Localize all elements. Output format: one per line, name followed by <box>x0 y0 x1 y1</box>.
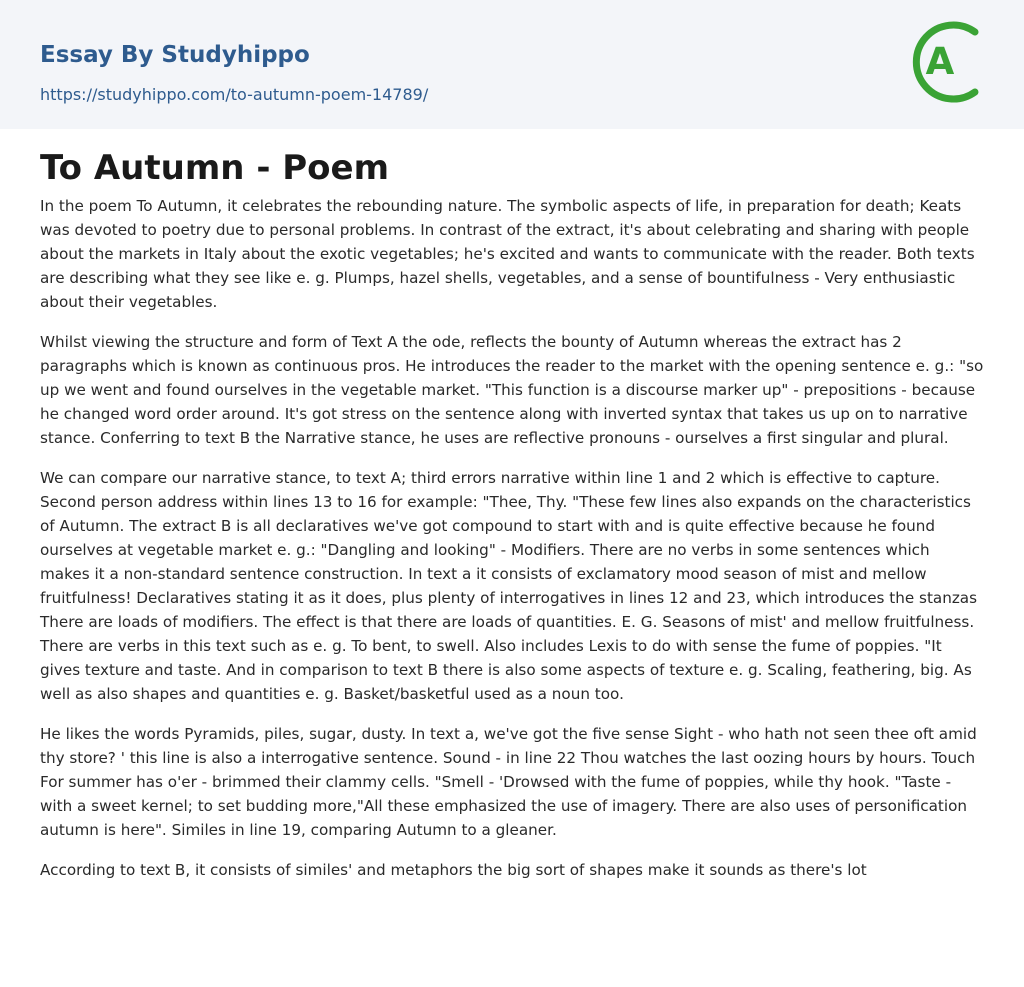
logo-letter: A <box>925 40 955 83</box>
source-url-link[interactable]: https://studyhippo.com/to-autumn-poem-14789/ <box>40 85 429 104</box>
page-title: To Autumn - Poem <box>40 148 390 188</box>
paragraph: Whilst viewing the structure and form of Text A the ode, reflects the bounty of Autumn whereas the extract has 2 paragraphs which is known as continuous pros. He introduces the reader to the market with the opening sentence e. g.: "so up we went and found ourselves in the vegetable market. "This function is a discourse marker up" - prepositions - because he changed word order around. It's got stress on the sentence along with inverted syntax that takes us up on to narrative stance. Conferring to text B the Narrative stance, he uses are reflective pronouns - ourselves a first singular and plural. <box>40 333 984 447</box>
paragraph: He likes the words Pyramids, piles, sugar, dusty. In text a, we've got the five sense Sight - who hath not seen thee oft amid thy store? ' this line is also a interrogative sentence. Sound - in line 22 Thou watches the last oozing hours by hours. Touch For summer has o'er - brimmed their clammy cells. "Smell - 'Drowsed with the fume of poppies, while thy hook. "Taste - with a sweet kernel; to set budding more,"All these emphasized the use of imagery. There are also uses of personification autumn is here". Similes in line 19, comparing Autumn to a gleaner. <box>40 725 977 839</box>
studyhippo-logo-icon <box>909 18 991 106</box>
paragraph: According to text B, it consists of similes' and metaphors the big sort of shapes make it sounds as there's lot <box>40 861 867 879</box>
site-brand: Essay By Studyhippo <box>40 42 310 68</box>
paragraph: In the poem To Autumn, it celebrates the rebounding nature. The symbolic aspects of life, in preparation for death; Keats was devoted to poetry due to personal problems. In contrast of the extract, it's about celebrating and sharing with people about the markets in Italy about the exotic vegetables; he's excited and wants to communicate with the reader. Both texts are describing what they see like e. g. Plumps, hazel shells, vegetables, and a sense of bountifulness - Very enthusiastic about their vegetables. <box>40 197 975 311</box>
paragraph: We can compare our narrative stance, to text A; third errors narrative within line 1 and 2 which is effective to capture. Second person address within lines 13 to 16 for example: "Thee, Thy. "These few lines also expands on the characteristics of Autumn. The extract B is all declaratives we've got compound to start with and is quite effective because he found ourselves at vegetable market e. g.: "Dangling and looking" - Modifiers. There are no verbs in some sentences which makes it a non-standard sentence construction. In text a it consists of exclamatory mood season of mist and mellow fruitfulness! Declaratives stating it as it does, plus plenty of interrogatives in lines 12 and 23, which introduces the stanzas There are loads of modifiers. The effect is that there are loads of quantities. E. G. Seasons of mist' and mellow fruitfulness. There are verbs in this text such as e. g. To bent, to swell. Also includes Lexis to do with sense the fume of poppies. "It gives texture and taste. And in comparison to text B there is also some aspects of texture e. g. Scaling, feathering, big. As well as also shapes and quantities e. g. Basket/basketful used as a noun too. <box>40 469 978 703</box>
article-body <box>40 194 984 898</box>
